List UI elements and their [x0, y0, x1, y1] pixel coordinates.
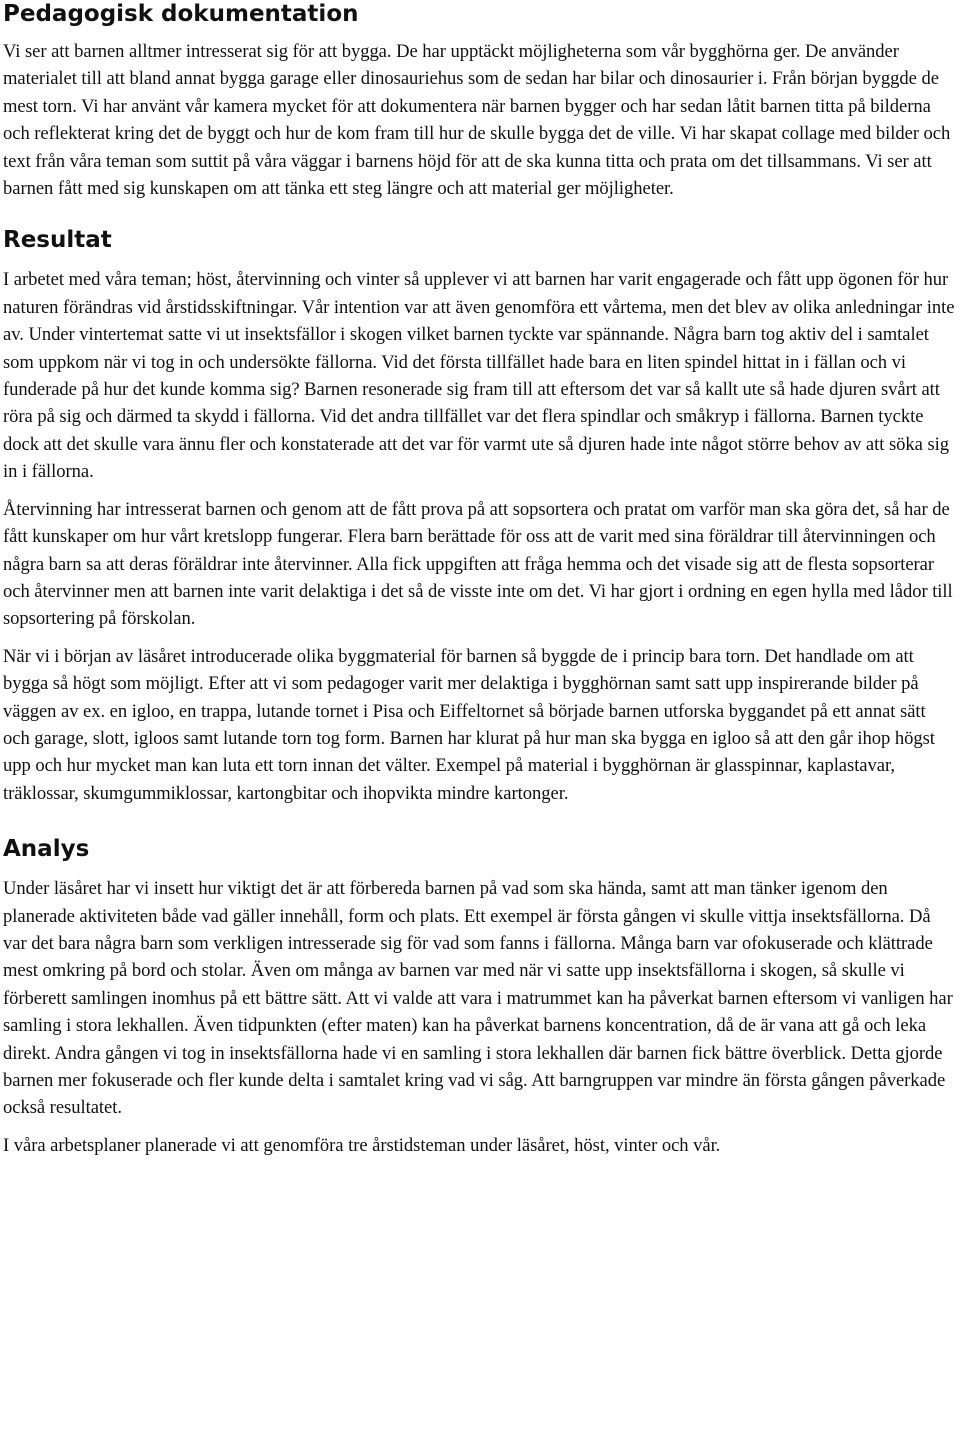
section-heading-pedagogisk-dokumentation: Pedagogisk dokumentation: [3, 1, 359, 27]
paragraph-analys-2: I våra arbetsplaner planerade vi att genomföra tre årstidsteman under läsåret, höst, vinter och vår.: [3, 1134, 721, 1156]
paragraph-analys-1: Under läsåret har vi insett hur viktigt det är att förbereda barnen på vad som ska hända, samt att man tänker igenom den planerade aktiviteten både vad gäller innehåll, form och plats. Ett exempel är första gången vi skulle vittja insektsfällorna. Då var det bara några barn som verkligen intresserade sig för vad som fanns i fällorna. Många barn var ofokuserade och klättrade mest omkring på bord och stolar. Även om många av barnen var med när vi satte upp insektsfällorna i skogen, så skulle vi förberett samlingen inomhus på ett bättre sätt. Att vi valde att vara i matrummet kan ha påverkat barnen eftersom vi vanligen har samling i stora lekhallen. Även tidpunkten (efter maten) kan ha påverkat barnens koncentration, då de är vana att gå och leka direkt. Andra gången vi tog in insektsfällorna hade vi en samling i stora lekhallen där barnen fick bättre överblick. Detta gjorde barnen mer fokuserade och fler kunde delta i samtalet kring vad vi såg. Att barngruppen var mindre än första gången påverkade också resultatet.: [3, 878, 953, 1119]
paragraph-resultat-3: När vi i början av läsåret introducerade olika byggmaterial för barnen så byggde de i princip bara torn. Det handlade om att bygga så högt som möjligt. Efter att vi som pedagoger varit mer delaktiga i bygghörnan samt satt upp inspirerande bilder på väggen av ex. en igloo, en trappa, lutande tornet i Pisa och Eiffeltornet så började barnen utforska byggandet på ett annat sätt och garage, slott, igloos samt lutande torn tog form. Barnen har klurat på hur man ska bygga en igloo så att den går ihop högst upp och hur mycket man kan luta ett torn innan det välter. Exempel på material i bygghörnan är glasspinnar, kaplastavar, träklossar, skumgummiklossar, kartongbitar och ihopvikta mindre kartonger.: [3, 645, 935, 804]
section-heading-resultat: Resultat: [3, 227, 112, 254]
paragraph-pedagogisk-1: Vi ser att barnen alltmer intresserat sig för att bygga. De har upptäckt möjligheterna som vår bygghörna ger. De använder materialet till att bland annat bygga garage eller dinosauriehus som de sedan har bilar och dinosaurier i. Från början byggde de mest torn. Vi har använt vår kamera mycket för att dokumentera när barnen bygger och har sedan låtit barnen titta på bilderna och reflekterat kring det de byggt och hur de kom fram till hur de skulle bygga det de ville. Vi har skapat collage med bilder och text från våra teman som suttit på våra väggar i barnens höjd för att de ska kunna titta och prata om det tillsammans. Vi ser att barnen fått med sig kunskapen om att tänka ett steg längre och att material ger möjligheter.: [3, 41, 951, 200]
section-resultat: [3, 226, 956, 807]
paragraph-resultat-2: Återvinning har intresserat barnen och genom att de fått prova på att sopsortera och pratat om varför man ska göra det, så har de fått kunskaper om hur vårt kretslopp fungerar. Flera barn berättade för oss att de varit med sina föräldrar till återvinningen och några barn sa att deras föräldrar inte återvinner. Alla fick uppgiften att fråga hemma och det visade sig att de flesta sopsorterar och återvinner men att barnen inte varit delaktiga i det så de visste inte om det. Vi har gjort i ordning en egen hylla med lådor till sopsortering på förskolan.: [3, 498, 953, 630]
section-pedagogisk-dokumentation: [3, 0, 956, 202]
section-heading-analys: Analys: [3, 836, 90, 863]
section-analys: [3, 835, 956, 1159]
paragraph-resultat-1: I arbetet med våra teman; höst, återvinning och vinter så upplever vi att barnen har varit engagerade och fått upp ögonen för hur naturen förändras vid årstidsskiftningar. Vår intention var att även genomföra ett vårtema, men det blev av olika anledningar inte av. Under vintertemat satte vi ut insektsfällor i skogen vilket barnen tyckte var spännande. Några barn tog aktiv del i samtalet som uppkom när vi tog in och undersökte fällorna. Vid det första tillfället hade bara en liten spindel hittat in i fällan och vi funderade på hur det kunde komma sig? Barnen resonerade sig fram till att eftersom det var så kallt ute så hade djuren svårt att röra på sig och därmed ta skydd i fällorna. Vid det andra tillfället var det flera spindlar och småkryp i fällorna. Barnen tyckte dock att det skulle vara ännu fler och konstaterade att det var för varmt ute så djuren hade inte något större behov av att söka sig in i fällorna.: [3, 269, 955, 483]
